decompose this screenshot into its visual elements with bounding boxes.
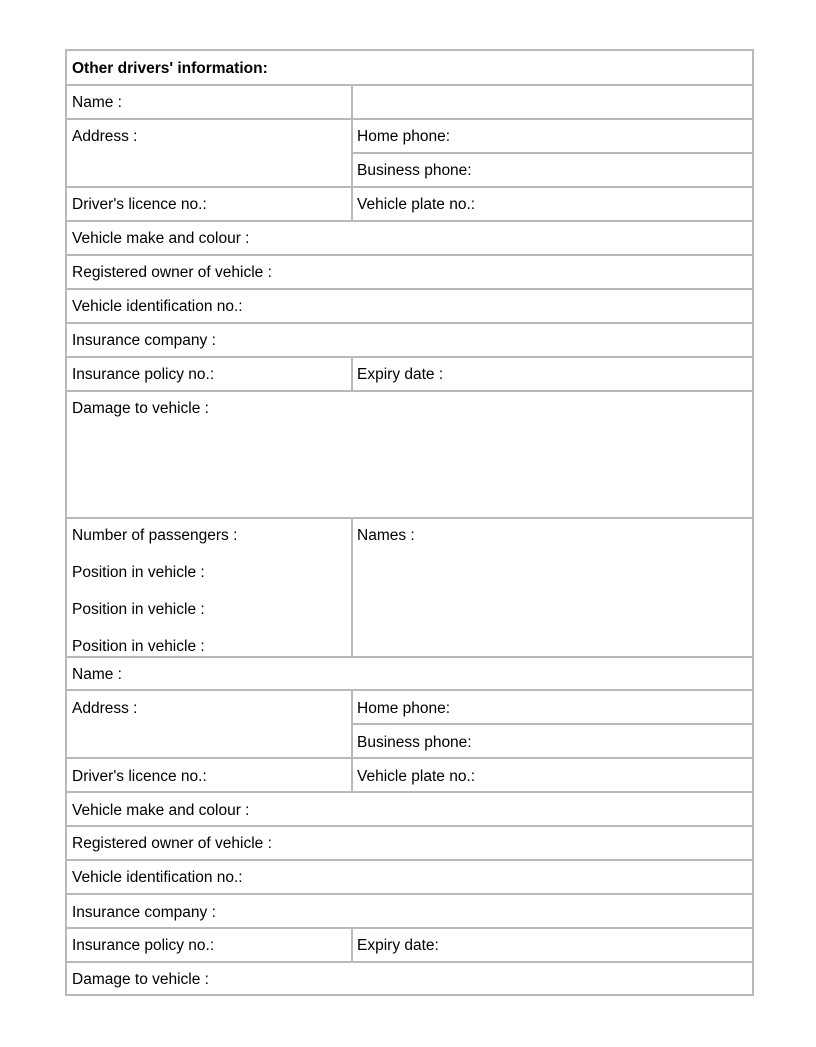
rule — [351, 356, 353, 390]
rule — [67, 689, 752, 691]
licence-label: Driver's licence no.: — [72, 768, 207, 785]
make-colour-label: Vehicle make and colour : — [72, 230, 250, 247]
policy-label: Insurance policy no.: — [72, 366, 215, 383]
home-phone-label: Home phone: — [357, 128, 451, 145]
rule — [351, 84, 353, 220]
name-label: Name : — [72, 94, 122, 111]
insurer-label: Insurance company : — [72, 332, 216, 349]
name-label: Name : — [72, 666, 122, 683]
vin-label: Vehicle identification no.: — [72, 298, 243, 315]
owner-label: Registered owner of vehicle : — [72, 835, 272, 852]
rule — [67, 893, 752, 895]
rule — [353, 152, 752, 154]
damage-label: Damage to vehicle : — [72, 971, 209, 988]
business-phone-label: Business phone: — [357, 734, 472, 751]
rule — [67, 84, 752, 86]
plate-label: Vehicle plate no.: — [357, 768, 476, 785]
rule — [67, 186, 752, 188]
rule — [67, 118, 752, 120]
rule — [67, 220, 752, 222]
damage-label: Damage to vehicle : — [72, 400, 209, 417]
expiry-label: Expiry date: — [357, 937, 439, 954]
rule — [67, 288, 752, 290]
rule — [67, 656, 752, 658]
rule — [67, 859, 752, 861]
business-phone-label: Business phone: — [357, 162, 472, 179]
rule — [67, 390, 752, 392]
rule — [67, 322, 752, 324]
rule — [67, 825, 752, 827]
rule — [67, 961, 752, 963]
address-label: Address : — [72, 700, 138, 717]
make-colour-label: Vehicle make and colour : — [72, 802, 250, 819]
rule — [67, 356, 752, 358]
address-label: Address : — [72, 128, 138, 145]
expiry-label: Expiry date : — [357, 366, 444, 383]
insurer-label: Insurance company : — [72, 904, 216, 921]
vin-label: Vehicle identification no.: — [72, 869, 243, 886]
rule — [351, 927, 353, 961]
other-drivers-form — [65, 49, 754, 996]
rule — [67, 791, 752, 793]
rule — [67, 517, 752, 519]
names-label: Names : — [357, 527, 415, 544]
rule — [351, 689, 353, 791]
plate-label: Vehicle plate no.: — [357, 196, 476, 213]
position-label: Position in vehicle : — [72, 638, 205, 655]
rule — [67, 254, 752, 256]
licence-label: Driver's licence no.: — [72, 196, 207, 213]
rule — [351, 517, 353, 656]
rule — [67, 757, 752, 759]
passengers-label: Number of passengers : — [72, 527, 238, 544]
owner-label: Registered owner of vehicle : — [72, 264, 272, 281]
section-heading: Other drivers' information: — [72, 60, 268, 77]
rule — [353, 723, 752, 725]
home-phone-label: Home phone: — [357, 700, 451, 717]
rule — [67, 927, 752, 929]
position-label: Position in vehicle : — [72, 601, 205, 618]
position-label: Position in vehicle : — [72, 564, 205, 581]
policy-label: Insurance policy no.: — [72, 937, 215, 954]
